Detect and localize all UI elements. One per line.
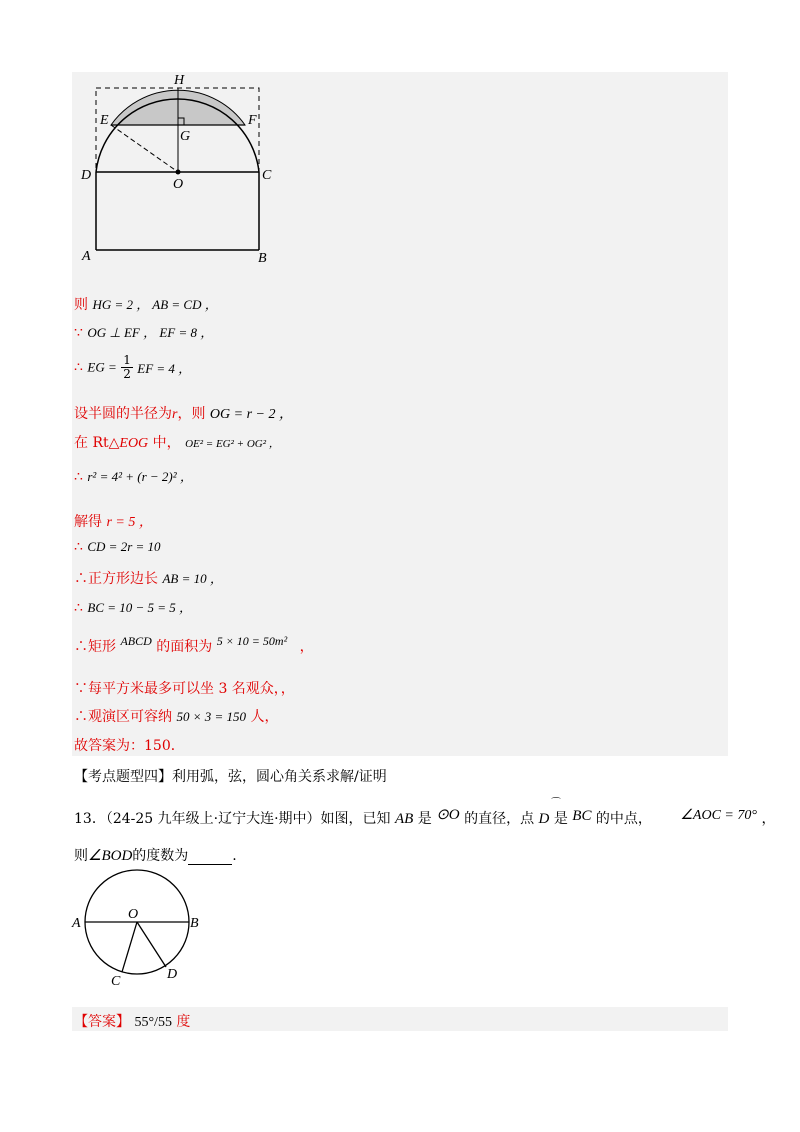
answer-line: 【答案】 55°/55 度 [74, 1014, 191, 1030]
solution-line-4: 设半圆的半径为r，则 OG = r − 2 ， [74, 406, 293, 422]
label-O: O [128, 907, 139, 922]
solution-line-6: ∴ r² = 4² + (r − 2)² ， [74, 469, 193, 485]
question-13-line-1: 13．（24-25 九年级上·辽宁大连·期中）如图，已知 AB 是 ⊙O 的直径，点 D 是 BC 的中点， ∠AOC = 70° ， [74, 807, 776, 827]
label-O: O [173, 177, 184, 192]
solution-line-9: ∴正方形边长 AB = 10 ， [74, 571, 223, 587]
solution-line-13: ∴观演区可容纳 50 × 3 = 150 人， [74, 709, 279, 725]
label-D: D [81, 168, 92, 183]
label-B: B [190, 916, 199, 931]
solution-line-2: ∵ OG ⊥ EF ， EF = 8 ， [74, 325, 214, 341]
label-C: C [111, 974, 121, 989]
arc-symbol: ⌒ [551, 798, 561, 809]
solution-line-12: ∵每平方米最多可以坐 3 名观众，， [74, 681, 295, 697]
label-E: E [100, 113, 109, 128]
label-D: D [167, 967, 178, 982]
label-B: B [258, 251, 267, 266]
question-13-line-2: 则∠BOD的度数为 . [74, 848, 237, 864]
section-heading: 【考点题型四】利用弧，弦，圆心角关系求解/证明 [74, 769, 387, 785]
answer-blank[interactable] [188, 850, 232, 865]
figure-semicircle-square [72, 72, 292, 272]
label-G: G [180, 129, 191, 144]
radius-OD [137, 922, 166, 967]
label-A: A [82, 249, 91, 264]
solution-line-14: 故答案为：150． [74, 738, 185, 754]
solution-line-7: 解得 r = 5 ， [74, 514, 153, 530]
fraction-half: $\frac{1}{2}$ [123, 353, 131, 381]
radius-OC [122, 922, 137, 972]
solution-line-1: 则 HG = 2 ， AB = CD ， [74, 297, 218, 313]
label-A: A [72, 916, 81, 931]
label-C: C [262, 168, 272, 183]
solution-line-3: ∴ EG = $\frac{1}{2}$ EF = 4 ， [74, 353, 192, 381]
solution-line-8: ∴ CD = 2r = 10 [74, 539, 161, 555]
solution-line-5: 在 Rt△EOG 中， OE² = EG² + OG² ， [74, 435, 280, 451]
solution-line-11: ∴矩形 ABCD 的面积为 5 × 10 = 50m² ， [74, 634, 314, 655]
label-H: H [174, 73, 185, 88]
solution-line-10: ∴ BC = 10 − 5 = 5 ， [74, 600, 193, 616]
figure-circle [70, 868, 210, 998]
label-F: F [248, 113, 257, 128]
